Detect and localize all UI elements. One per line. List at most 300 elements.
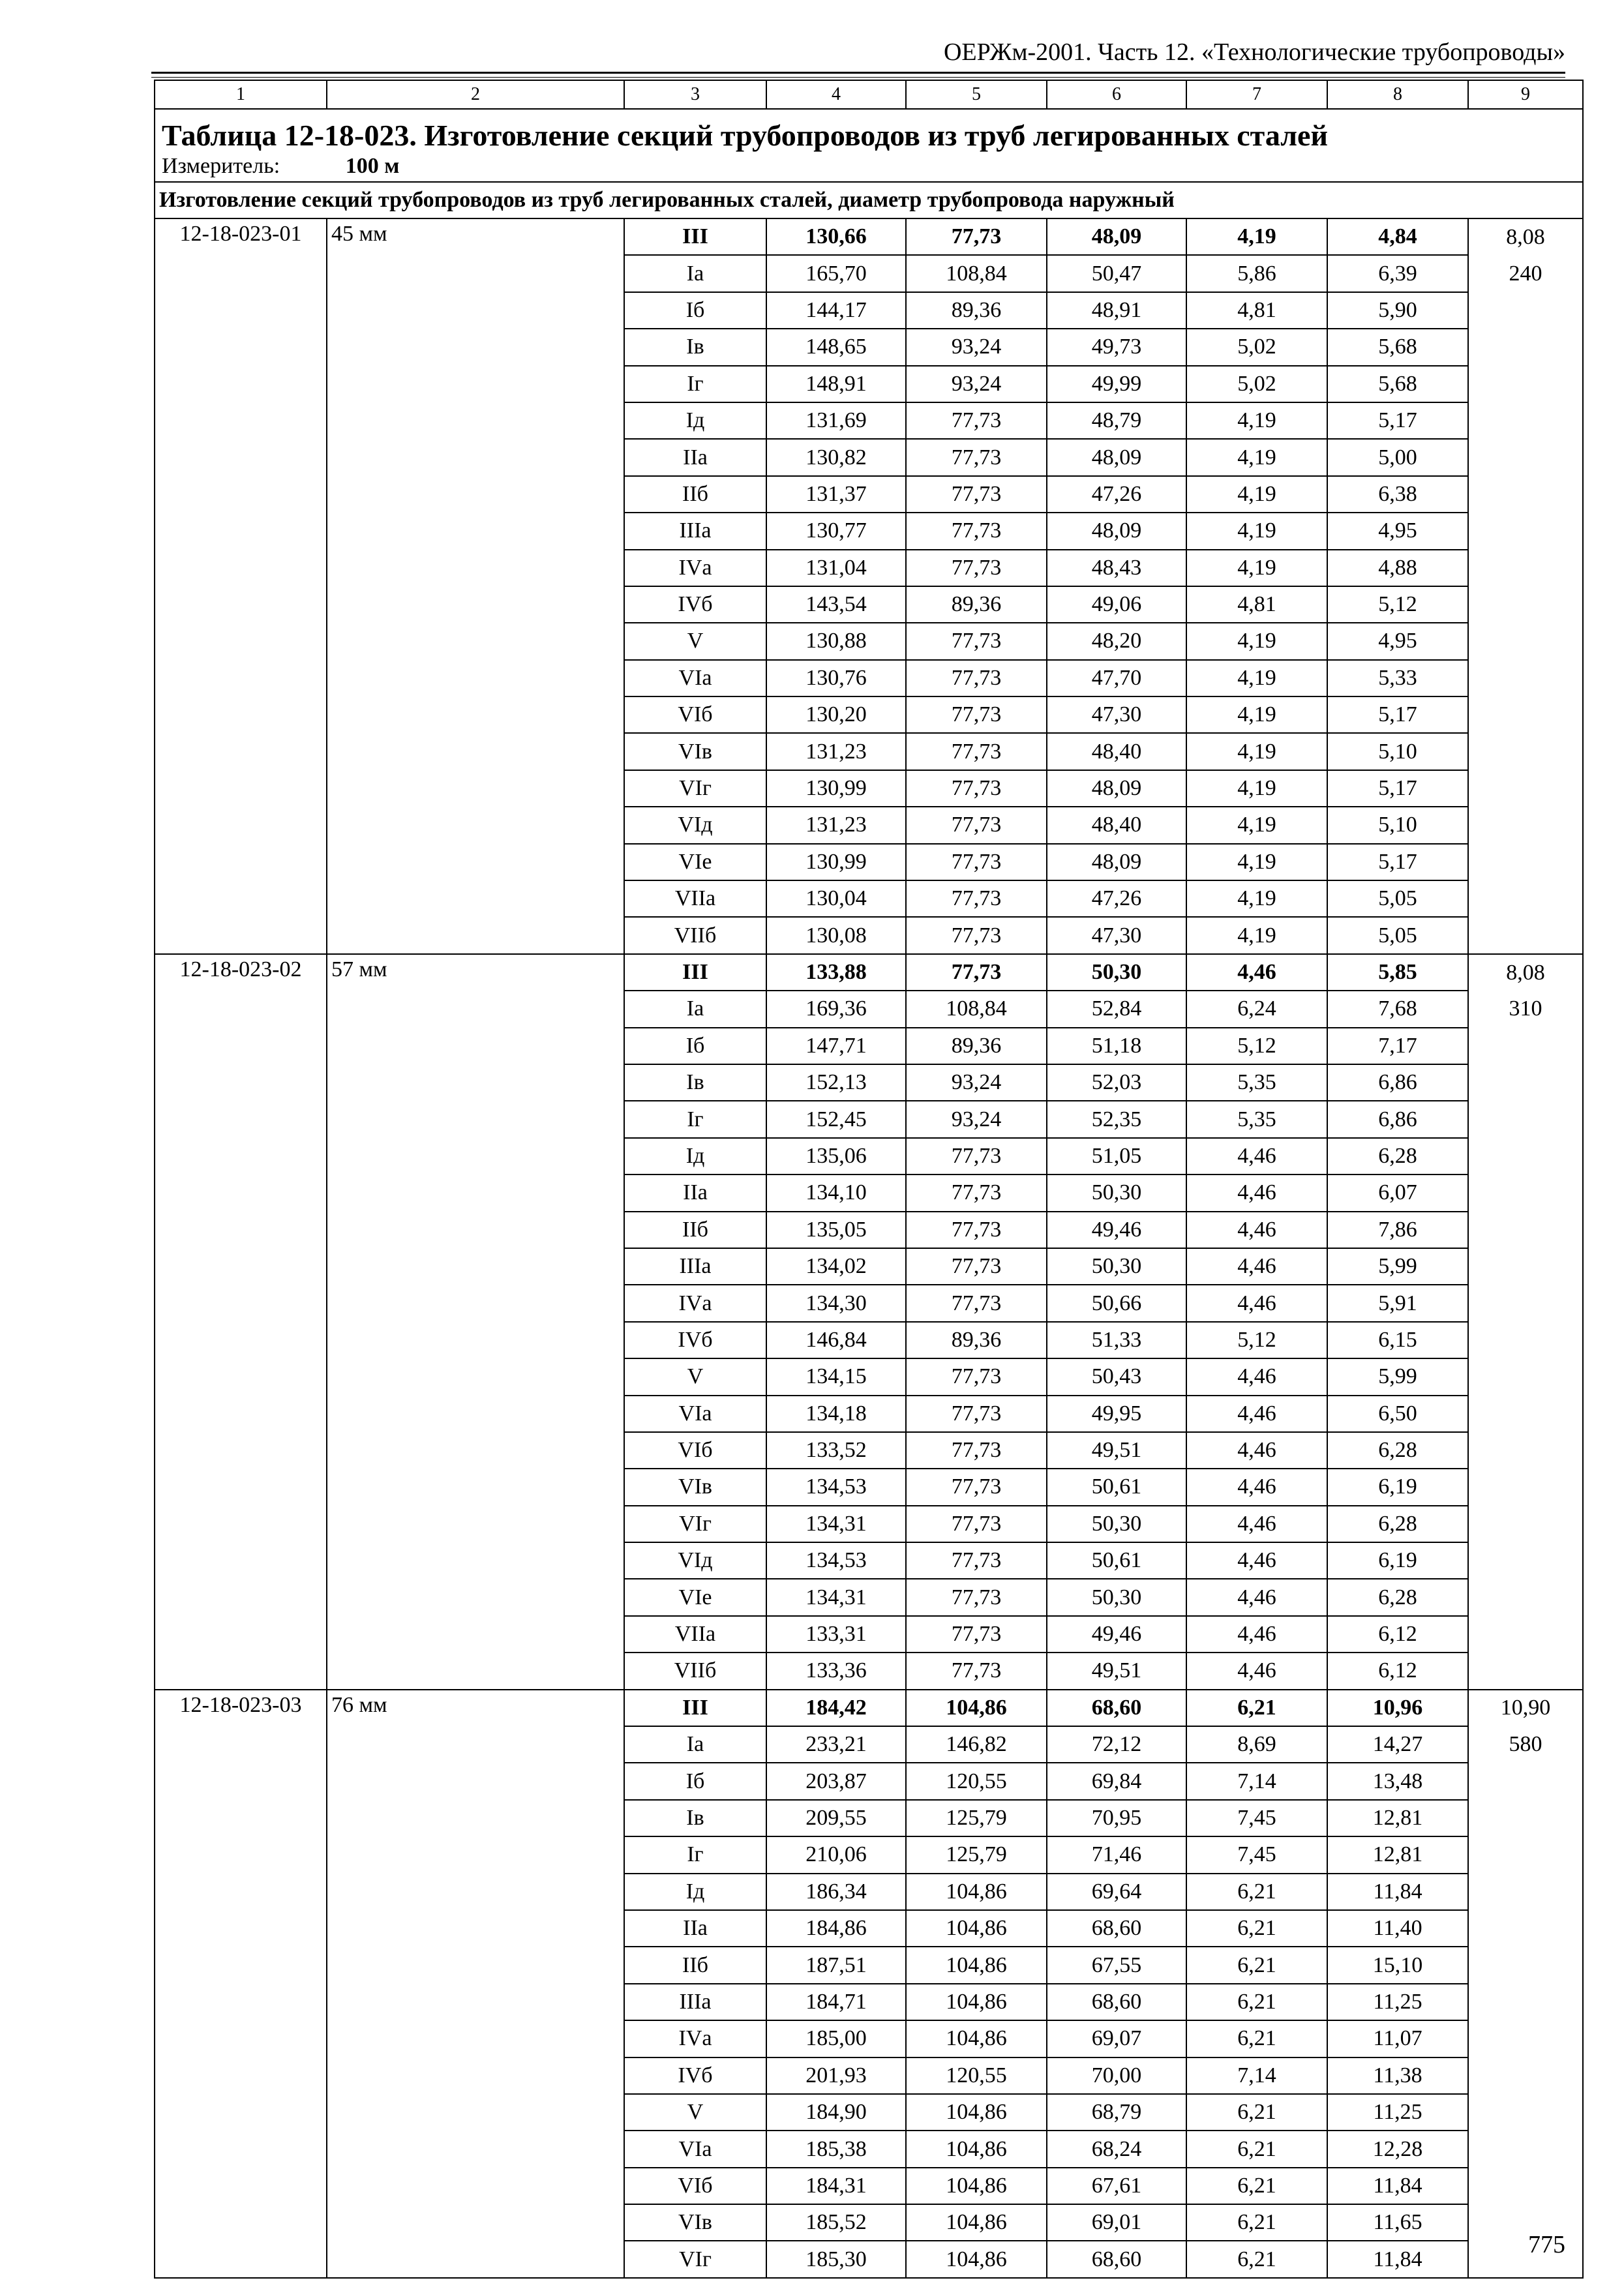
cost-value: 5,05 — [1327, 880, 1468, 917]
region-zone: IIа — [624, 439, 766, 475]
region-zone: VIд — [624, 807, 766, 843]
cost-value: 6,38 — [1327, 476, 1468, 513]
region-zone: Iв — [624, 1064, 766, 1101]
cost-value: 77,73 — [906, 917, 1047, 953]
cost-value: 146,84 — [766, 1322, 906, 1358]
region-zone: VIб — [624, 696, 766, 733]
cost-value: 11,25 — [1327, 2094, 1468, 2131]
cost-value: 5,00 — [1327, 439, 1468, 475]
region-zone: Iб — [624, 1763, 766, 1799]
cost-value: 11,65 — [1327, 2204, 1468, 2241]
cost-value: 93,24 — [906, 366, 1047, 402]
cost-value: 134,02 — [766, 1248, 906, 1285]
region-zone: VIв — [624, 733, 766, 770]
cost-value: 130,20 — [766, 696, 906, 733]
table-row — [155, 1690, 1583, 1726]
cost-value: 48,20 — [1047, 623, 1186, 659]
cost-value: 48,09 — [1047, 770, 1186, 807]
cost-value: 131,37 — [766, 476, 906, 513]
cost-value: 51,33 — [1047, 1322, 1186, 1358]
col9-value: 310 — [1468, 991, 1583, 1027]
cost-value: 133,52 — [766, 1432, 906, 1469]
table-subtitle-row — [155, 182, 1583, 218]
cost-value: 131,04 — [766, 550, 906, 586]
cost-value: 7,17 — [1327, 1028, 1468, 1064]
cost-value: 7,14 — [1186, 1763, 1327, 1799]
region-zone: V — [624, 2094, 766, 2131]
cost-value: 69,84 — [1047, 1763, 1186, 1799]
cost-value: 52,03 — [1047, 1064, 1186, 1101]
cost-value: 4,19 — [1186, 880, 1327, 917]
cost-value: 77,73 — [906, 1138, 1047, 1174]
cost-value: 185,00 — [766, 2020, 906, 2057]
cost-value: 48,43 — [1047, 550, 1186, 586]
cost-value: 184,42 — [766, 1690, 906, 1726]
cost-value: 4,46 — [1186, 1285, 1327, 1321]
cost-value: 12,28 — [1327, 2131, 1468, 2167]
cost-value: 48,09 — [1047, 218, 1186, 255]
cost-value: 68,60 — [1047, 1690, 1186, 1726]
region-zone: VIа — [624, 660, 766, 696]
cost-value: 4,19 — [1186, 402, 1327, 439]
cost-value: 69,01 — [1047, 2204, 1186, 2241]
measure-row — [155, 155, 1583, 182]
cost-value: 77,73 — [906, 1579, 1047, 1615]
region-zone: IIб — [624, 1947, 766, 1983]
rate-code: 12-18-023-01 — [155, 218, 327, 954]
cost-value: 120,55 — [906, 1763, 1047, 1799]
cost-value: 4,19 — [1186, 733, 1327, 770]
cost-value: 5,10 — [1327, 807, 1468, 843]
cost-value: 5,99 — [1327, 1248, 1468, 1285]
cost-value: 134,30 — [766, 1285, 906, 1321]
cost-value: 48,79 — [1047, 402, 1186, 439]
cost-value: 50,61 — [1047, 1542, 1186, 1579]
cost-value: 49,95 — [1047, 1396, 1186, 1432]
cost-value: 131,69 — [766, 402, 906, 439]
cost-value: 47,30 — [1047, 696, 1186, 733]
cost-value: 5,17 — [1327, 696, 1468, 733]
region-zone: IIIа — [624, 1984, 766, 2020]
cost-value: 120,55 — [906, 2057, 1047, 2094]
region-zone: Iг — [624, 1101, 766, 1137]
column-number: 1 — [155, 80, 327, 109]
cost-value: 125,79 — [906, 1836, 1047, 1873]
cost-value: 77,73 — [906, 550, 1047, 586]
region-zone: IIб — [624, 476, 766, 513]
cost-value: 4,88 — [1327, 550, 1468, 586]
cost-value: 104,86 — [906, 2241, 1047, 2277]
cost-value: 12,81 — [1327, 1800, 1468, 1836]
cost-value: 68,60 — [1047, 2241, 1186, 2277]
region-zone: VIIб — [624, 1653, 766, 1689]
cost-value: 89,36 — [906, 1028, 1047, 1064]
cost-value: 135,05 — [766, 1212, 906, 1248]
cost-value: 77,73 — [906, 1248, 1047, 1285]
cost-value: 49,46 — [1047, 1212, 1186, 1248]
cost-value: 130,99 — [766, 844, 906, 880]
cost-value: 4,46 — [1186, 1616, 1327, 1653]
cost-value: 4,19 — [1186, 807, 1327, 843]
cost-value: 4,19 — [1186, 218, 1327, 255]
cost-value: 47,30 — [1047, 917, 1186, 953]
cost-value: 68,60 — [1047, 1910, 1186, 1947]
cost-value: 5,17 — [1327, 402, 1468, 439]
cost-value: 5,05 — [1327, 917, 1468, 953]
cost-value: 134,53 — [766, 1469, 906, 1505]
cost-value: 51,18 — [1047, 1028, 1186, 1064]
page-header: ОЕРЖм-2001. Часть 12. «Технологические трубопроводы» — [943, 38, 1565, 66]
region-zone: IIIа — [624, 1248, 766, 1285]
col9-value: 10,90 — [1468, 1690, 1583, 1726]
region-zone: VIг — [624, 1506, 766, 1542]
cost-value: 67,55 — [1047, 1947, 1186, 1983]
cost-value: 152,45 — [766, 1101, 906, 1137]
cost-value: 7,45 — [1186, 1836, 1327, 1873]
cost-value: 184,90 — [766, 2094, 906, 2131]
cost-value: 184,31 — [766, 2168, 906, 2204]
region-zone: IIа — [624, 1174, 766, 1211]
cost-value: 6,28 — [1327, 1506, 1468, 1542]
cost-value: 104,86 — [906, 2020, 1047, 2057]
cost-value: 93,24 — [906, 1101, 1047, 1137]
cost-value: 77,73 — [906, 1432, 1047, 1469]
cost-value: 77,73 — [906, 513, 1047, 549]
cost-value: 50,47 — [1047, 255, 1186, 292]
cost-value: 69,07 — [1047, 2020, 1186, 2057]
cost-value: 104,86 — [906, 2168, 1047, 2204]
cost-value: 50,66 — [1047, 1285, 1186, 1321]
cost-value: 52,35 — [1047, 1101, 1186, 1137]
cost-value: 77,73 — [906, 402, 1047, 439]
cost-value: 4,46 — [1186, 1506, 1327, 1542]
cost-value: 184,86 — [766, 1910, 906, 1947]
cost-value: 50,43 — [1047, 1358, 1186, 1395]
cost-value: 14,27 — [1327, 1726, 1468, 1763]
page-number: 775 — [1528, 2231, 1565, 2258]
cost-value: 148,91 — [766, 366, 906, 402]
cost-value: 4,46 — [1186, 1432, 1327, 1469]
cost-value: 50,30 — [1047, 1506, 1186, 1542]
cost-value: 5,68 — [1327, 366, 1468, 402]
cost-value: 7,14 — [1186, 2057, 1327, 2094]
region-zone: VIIа — [624, 1616, 766, 1653]
cost-value: 4,46 — [1186, 1653, 1327, 1689]
cost-value: 4,46 — [1186, 1138, 1327, 1174]
cost-value: 70,00 — [1047, 2057, 1186, 2094]
region-zone: IVб — [624, 586, 766, 623]
cost-value: 48,40 — [1047, 733, 1186, 770]
cost-value: 130,08 — [766, 917, 906, 953]
cost-value: 5,35 — [1186, 1101, 1327, 1137]
cost-value: 6,28 — [1327, 1432, 1468, 1469]
cost-value: 77,73 — [906, 1358, 1047, 1395]
cost-value: 131,23 — [766, 807, 906, 843]
pipe-diameter: 45 мм — [327, 218, 624, 954]
cost-value: 77,73 — [906, 1396, 1047, 1432]
cost-value: 169,36 — [766, 991, 906, 1027]
pricing-table — [154, 80, 1584, 2279]
cost-value: 165,70 — [766, 255, 906, 292]
cost-value: 71,46 — [1047, 1836, 1186, 1873]
cost-value: 49,51 — [1047, 1653, 1186, 1689]
region-zone: VIе — [624, 1579, 766, 1615]
region-zone: VIб — [624, 1432, 766, 1469]
region-zone: Iд — [624, 1138, 766, 1174]
cost-value: 50,30 — [1047, 1579, 1186, 1615]
cost-value: 48,40 — [1047, 807, 1186, 843]
region-zone: VIIб — [624, 917, 766, 953]
cost-value: 77,73 — [906, 1616, 1047, 1653]
cost-value: 4,46 — [1186, 1579, 1327, 1615]
cost-value: 6,28 — [1327, 1579, 1468, 1615]
cost-value: 4,46 — [1186, 1212, 1327, 1248]
header-rule — [151, 72, 1565, 74]
cost-value: 7,68 — [1327, 991, 1468, 1027]
region-zone: III — [624, 1690, 766, 1726]
cost-value: 5,17 — [1327, 770, 1468, 807]
cost-value: 49,51 — [1047, 1432, 1186, 1469]
cost-value: 185,30 — [766, 2241, 906, 2277]
cost-value: 77,73 — [906, 1542, 1047, 1579]
cost-value: 77,73 — [906, 733, 1047, 770]
measure-label: Измеритель: — [162, 155, 280, 178]
cost-value: 6,39 — [1327, 255, 1468, 292]
cost-value: 5,17 — [1327, 844, 1468, 880]
cost-value: 5,02 — [1186, 329, 1327, 365]
cost-value: 152,13 — [766, 1064, 906, 1101]
cost-value: 4,19 — [1186, 844, 1327, 880]
cost-value: 11,84 — [1327, 2241, 1468, 2277]
region-zone: VIг — [624, 2241, 766, 2277]
cost-value: 13,48 — [1327, 1763, 1468, 1799]
rate-code: 12-18-023-02 — [155, 954, 327, 1690]
region-zone: VIв — [624, 1469, 766, 1505]
pipe-diameter: 76 мм — [327, 1690, 624, 2278]
cost-value: 6,50 — [1327, 1396, 1468, 1432]
cost-value: 5,90 — [1327, 292, 1468, 329]
region-zone: IIIа — [624, 513, 766, 549]
cost-value: 6,12 — [1327, 1653, 1468, 1689]
cost-value: 47,26 — [1047, 476, 1186, 513]
cost-value: 77,73 — [906, 660, 1047, 696]
cost-value: 77,73 — [906, 807, 1047, 843]
region-zone: III — [624, 218, 766, 255]
cost-value: 77,73 — [906, 1174, 1047, 1211]
cost-value: 11,07 — [1327, 2020, 1468, 2057]
col9-value: 8,08 — [1468, 954, 1583, 991]
cost-value: 77,73 — [906, 623, 1047, 659]
region-zone: Iд — [624, 402, 766, 439]
cost-value: 5,35 — [1186, 1064, 1327, 1101]
cost-value: 50,30 — [1047, 1248, 1186, 1285]
cost-value: 77,73 — [906, 1469, 1047, 1505]
cost-value: 108,84 — [906, 255, 1047, 292]
region-zone: VIд — [624, 1542, 766, 1579]
cost-value: 49,06 — [1047, 586, 1186, 623]
cost-value: 4,95 — [1327, 513, 1468, 549]
cost-value: 77,73 — [906, 476, 1047, 513]
cost-value: 130,99 — [766, 770, 906, 807]
region-zone: Iв — [624, 1800, 766, 1836]
region-zone: IIа — [624, 1910, 766, 1947]
cost-value: 4,19 — [1186, 696, 1327, 733]
cost-value: 5,91 — [1327, 1285, 1468, 1321]
cost-value: 4,46 — [1186, 954, 1327, 991]
cost-value: 77,73 — [906, 770, 1047, 807]
cost-value: 6,07 — [1327, 1174, 1468, 1211]
cost-value: 146,82 — [906, 1726, 1047, 1763]
region-zone: Iб — [624, 292, 766, 329]
cost-value: 4,81 — [1186, 586, 1327, 623]
cost-value: 77,73 — [906, 880, 1047, 917]
cost-value: 50,30 — [1047, 954, 1186, 991]
cost-value: 48,09 — [1047, 513, 1186, 549]
cost-value: 187,51 — [766, 1947, 906, 1983]
column-number: 3 — [624, 80, 766, 109]
cost-value: 4,19 — [1186, 660, 1327, 696]
cost-value: 50,61 — [1047, 1469, 1186, 1505]
region-zone: Iа — [624, 255, 766, 292]
cost-value: 6,21 — [1186, 2168, 1327, 2204]
cost-value: 7,45 — [1186, 1800, 1327, 1836]
cost-value: 11,38 — [1327, 2057, 1468, 2094]
cost-value: 6,21 — [1186, 2241, 1327, 2277]
cost-value: 104,86 — [906, 1910, 1047, 1947]
cost-value: 12,81 — [1327, 1836, 1468, 1873]
col9-empty — [1468, 1028, 1583, 1690]
cost-value: 4,19 — [1186, 476, 1327, 513]
cost-value: 104,86 — [906, 1690, 1047, 1726]
cost-value: 67,61 — [1047, 2168, 1186, 2204]
cost-value: 5,85 — [1327, 954, 1468, 991]
region-zone: VIб — [624, 2168, 766, 2204]
cost-value: 10,96 — [1327, 1690, 1468, 1726]
cost-value: 77,73 — [906, 844, 1047, 880]
cost-value: 77,73 — [906, 954, 1047, 991]
cost-value: 48,91 — [1047, 292, 1186, 329]
region-zone: III — [624, 954, 766, 991]
cost-value: 77,73 — [906, 696, 1047, 733]
cost-value: 49,73 — [1047, 329, 1186, 365]
cost-value: 4,46 — [1186, 1248, 1327, 1285]
cost-value: 69,64 — [1047, 1874, 1186, 1910]
cost-value: 77,73 — [906, 1506, 1047, 1542]
rate-code: 12-18-023-03 — [155, 1690, 327, 2278]
cost-value: 11,84 — [1327, 2168, 1468, 2204]
cost-value: 6,21 — [1186, 2204, 1327, 2241]
cost-value: 104,86 — [906, 1947, 1047, 1983]
cost-value: 4,19 — [1186, 550, 1327, 586]
column-number: 5 — [906, 80, 1047, 109]
header-rule-thin — [151, 77, 1565, 78]
cost-value: 104,86 — [906, 2094, 1047, 2131]
cost-value: 5,12 — [1186, 1028, 1327, 1064]
cost-value: 133,31 — [766, 1616, 906, 1653]
cost-value: 4,46 — [1186, 1358, 1327, 1395]
region-zone: IVа — [624, 1285, 766, 1321]
cost-value: 201,93 — [766, 2057, 906, 2094]
region-zone: IVб — [624, 2057, 766, 2094]
cost-value: 11,40 — [1327, 1910, 1468, 1947]
cost-value: 6,15 — [1327, 1322, 1468, 1358]
cost-value: 7,86 — [1327, 1212, 1468, 1248]
col9-value: 240 — [1468, 255, 1583, 292]
cost-value: 48,09 — [1047, 439, 1186, 475]
column-number: 9 — [1468, 80, 1583, 109]
cost-value: 5,12 — [1327, 586, 1468, 623]
cost-value: 6,86 — [1327, 1101, 1468, 1137]
region-zone: IVа — [624, 550, 766, 586]
cost-value: 15,10 — [1327, 1947, 1468, 1983]
cost-value: 49,99 — [1047, 366, 1186, 402]
cost-value: 6,19 — [1327, 1542, 1468, 1579]
cost-value: 134,53 — [766, 1542, 906, 1579]
cost-value: 11,84 — [1327, 1874, 1468, 1910]
cost-value: 4,46 — [1186, 1469, 1327, 1505]
cost-value: 70,95 — [1047, 1800, 1186, 1836]
cost-value: 130,04 — [766, 880, 906, 917]
cost-value: 6,21 — [1186, 1874, 1327, 1910]
column-number: 2 — [327, 80, 624, 109]
column-number: 7 — [1186, 80, 1327, 109]
cost-value: 77,73 — [906, 439, 1047, 475]
cost-value: 4,81 — [1186, 292, 1327, 329]
cost-value: 47,26 — [1047, 880, 1186, 917]
cost-value: 93,24 — [906, 1064, 1047, 1101]
cost-value: 89,36 — [906, 1322, 1047, 1358]
cost-value: 134,18 — [766, 1396, 906, 1432]
column-number: 6 — [1047, 80, 1186, 109]
column-number: 4 — [766, 80, 906, 109]
cost-value: 4,19 — [1186, 623, 1327, 659]
cost-value: 8,69 — [1186, 1726, 1327, 1763]
cost-value: 5,02 — [1186, 366, 1327, 402]
cost-value: 5,86 — [1186, 255, 1327, 292]
cost-value: 104,86 — [906, 2131, 1047, 2167]
cost-value: 68,60 — [1047, 1984, 1186, 2020]
col9-value: 8,08 — [1468, 218, 1583, 255]
cost-value: 104,86 — [906, 1874, 1047, 1910]
cost-value: 48,09 — [1047, 844, 1186, 880]
cost-value: 52,84 — [1047, 991, 1186, 1027]
region-zone: Iв — [624, 329, 766, 365]
table-title-row — [155, 109, 1583, 155]
table-title: Таблица 12-18-023. Изготовление секций трубопроводов из труб легированных сталей — [162, 119, 1328, 152]
cost-value: 143,54 — [766, 586, 906, 623]
cost-value: 6,21 — [1186, 2094, 1327, 2131]
cost-value: 6,21 — [1186, 1984, 1327, 2020]
table-row — [155, 218, 1583, 255]
cost-value: 6,21 — [1186, 1947, 1327, 1983]
cost-value: 77,73 — [906, 218, 1047, 255]
cost-value: 5,99 — [1327, 1358, 1468, 1395]
region-zone: VIв — [624, 2204, 766, 2241]
cost-value: 130,66 — [766, 218, 906, 255]
cost-value: 51,05 — [1047, 1138, 1186, 1174]
cost-value: 134,31 — [766, 1506, 906, 1542]
cost-value: 6,21 — [1186, 1690, 1327, 1726]
region-zone: Iб — [624, 1028, 766, 1064]
cost-value: 133,88 — [766, 954, 906, 991]
cost-value: 6,21 — [1186, 1910, 1327, 1947]
cost-value: 134,15 — [766, 1358, 906, 1395]
region-zone: Iа — [624, 991, 766, 1027]
cost-value: 185,52 — [766, 2204, 906, 2241]
region-zone: IVа — [624, 2020, 766, 2057]
table-subtitle: Изготовление секций трубопроводов из труб легированных сталей, диаметр трубопровода наружный — [155, 182, 1583, 218]
region-zone: VIIа — [624, 880, 766, 917]
